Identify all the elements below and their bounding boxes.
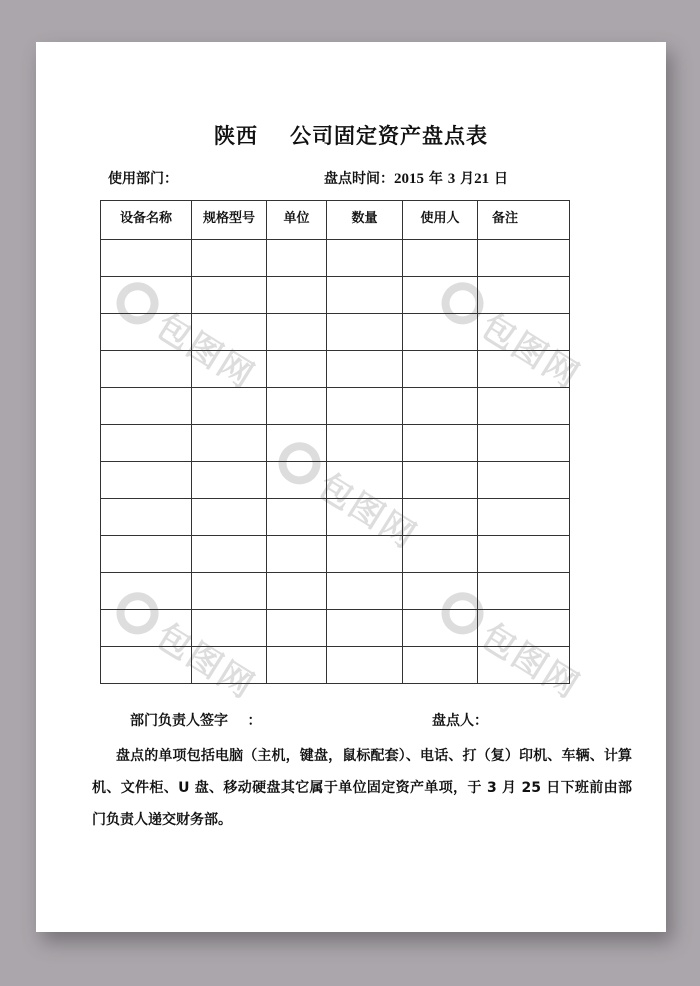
table-row [101,314,570,351]
table-cell[interactable] [267,351,327,388]
table-cell[interactable] [327,388,403,425]
table-cell[interactable] [327,314,403,351]
table-row [101,647,570,684]
table-cell[interactable] [267,536,327,573]
table-cell[interactable] [327,610,403,647]
date-year: 2015 [394,171,424,187]
table-cell[interactable] [478,277,570,314]
instruction-paragraph: 盘点的单项包括电脑（主机，键盘，鼠标配套）、电话、打（复）印机、车辆、计算机、文件柜、U 盘、移动硬盘其它属于单位固定资产单项，于 3 月 25 日下班前由部门负责人递交财务部。 [92,748,632,828]
table-cell[interactable] [267,647,327,684]
table-cell[interactable] [101,647,192,684]
table-header-row [101,201,570,240]
table-cell[interactable] [267,573,327,610]
date-year-unit: 年 [428,171,443,187]
table-cell[interactable] [101,277,192,314]
watermark-text: 包图网 [148,305,262,398]
table-cell[interactable] [327,425,403,462]
table-cell[interactable] [327,462,403,499]
table-cell[interactable] [478,536,570,573]
table-cell[interactable] [478,351,570,388]
header-unit: 单位 [267,201,327,240]
table-cell[interactable] [403,499,478,536]
table-cell[interactable] [101,610,192,647]
table-cell[interactable] [192,388,267,425]
responsible-signature-label: 部门负责人签字 ： [130,713,262,729]
table-cell[interactable] [327,647,403,684]
table-cell[interactable] [267,314,327,351]
table-cell[interactable] [327,351,403,388]
table-cell[interactable] [101,536,192,573]
page-title [36,120,666,150]
table-cell[interactable] [478,610,570,647]
table-cell[interactable] [327,536,403,573]
table-cell[interactable] [192,610,267,647]
table-cell[interactable] [101,425,192,462]
table-row [101,425,570,462]
table-body [101,240,570,684]
header-user: 使用人 [403,201,478,240]
table-row [101,499,570,536]
table-cell[interactable] [192,647,267,684]
title-region: 陕西 [214,124,258,148]
date-label: 盘点时间： [324,171,394,187]
watermark-text: 包图网 [473,615,587,708]
document-sheet [36,42,666,932]
watermark-text: 包图网 [473,305,587,398]
table-cell[interactable] [478,314,570,351]
table-cell[interactable] [101,240,192,277]
table-cell[interactable] [192,240,267,277]
table-cell[interactable] [327,573,403,610]
table-row [101,536,570,573]
date-month: 3 [447,171,456,187]
table-cell[interactable] [403,610,478,647]
table-cell[interactable] [192,536,267,573]
header-remarks: 备注 [478,201,570,240]
table-cell[interactable] [101,462,192,499]
table-cell[interactable] [478,647,570,684]
table-cell[interactable] [403,536,478,573]
watermark-text: 包图网 [310,465,424,558]
table-cell[interactable] [192,314,267,351]
table-cell[interactable] [403,462,478,499]
table-cell[interactable] [192,499,267,536]
asset-table [100,200,570,684]
table-row [101,351,570,388]
title-main: 公司固定资产盘点表 [290,124,488,148]
table-cell[interactable] [192,351,267,388]
date-month-unit: 月 [460,171,475,187]
table-cell[interactable] [101,499,192,536]
table-cell[interactable] [267,425,327,462]
table-cell[interactable] [101,314,192,351]
header-device-name: 设备名称 [101,201,192,240]
table-cell[interactable] [478,388,570,425]
table-cell[interactable] [403,277,478,314]
checker-label: 盘点人： [432,713,488,729]
table-cell[interactable] [478,462,570,499]
table-cell[interactable] [403,351,478,388]
table-cell[interactable] [192,462,267,499]
date-day-unit: 日 [494,171,508,187]
table-row [101,573,570,610]
table-cell[interactable] [101,351,192,388]
table-cell[interactable] [478,573,570,610]
table-cell[interactable] [192,425,267,462]
table-cell[interactable] [101,388,192,425]
table-cell[interactable] [327,499,403,536]
table-row [101,240,570,277]
table-cell[interactable] [327,240,403,277]
table-row [101,277,570,314]
table-cell[interactable] [267,610,327,647]
table-cell[interactable] [403,388,478,425]
check-date [324,168,508,188]
header-quantity: 数量 [327,201,403,240]
dept-label: 使用部门： [108,171,178,187]
table-row [101,610,570,647]
table-cell[interactable] [267,499,327,536]
table-cell[interactable] [192,277,267,314]
table-row [101,388,570,425]
table-cell[interactable] [267,462,327,499]
table-cell[interactable] [101,573,192,610]
header-spec-model: 规格型号 [192,201,267,240]
table-row [101,462,570,499]
table-cell[interactable] [403,425,478,462]
table-cell[interactable] [192,573,267,610]
table-cell[interactable] [478,425,570,462]
table-cell[interactable] [267,388,327,425]
table-cell[interactable] [478,240,570,277]
table-cell[interactable] [403,314,478,351]
table-cell[interactable] [403,647,478,684]
table-cell[interactable] [327,277,403,314]
table-cell[interactable] [267,277,327,314]
table-cell[interactable] [403,240,478,277]
table-cell[interactable] [267,240,327,277]
table-cell[interactable] [403,573,478,610]
table-cell[interactable] [478,499,570,536]
watermark-text: 包图网 [148,615,262,708]
date-day: 21 [474,171,490,187]
